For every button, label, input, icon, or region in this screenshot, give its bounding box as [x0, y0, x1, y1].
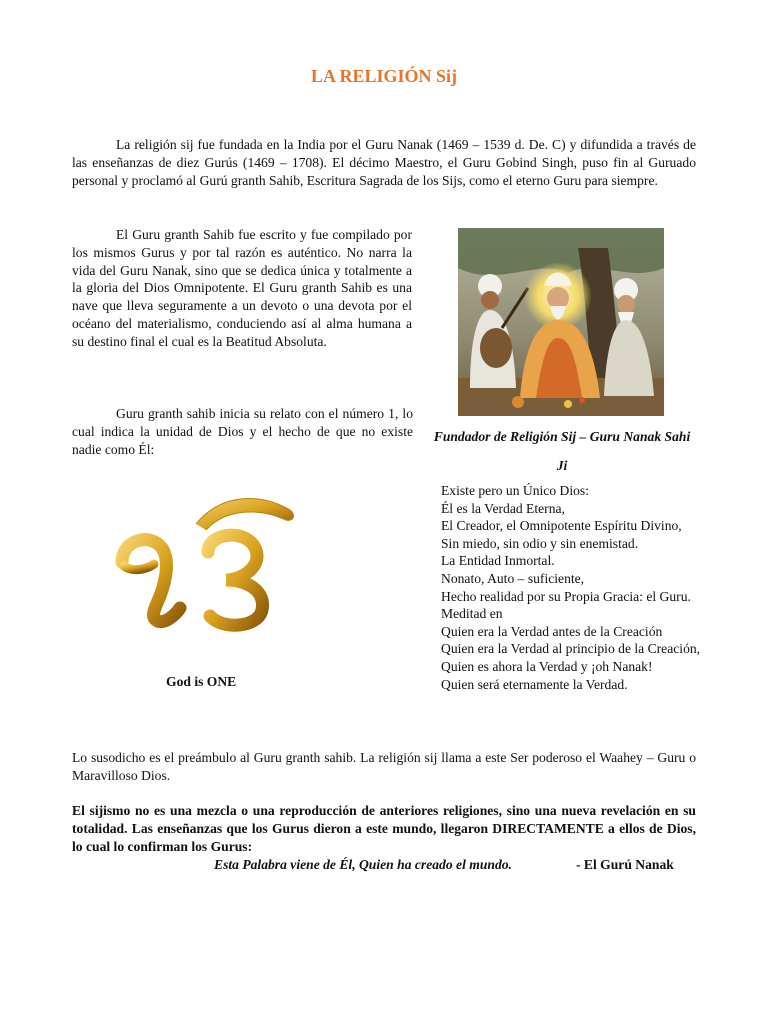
- quote-author: - El Gurú Nanak: [576, 857, 674, 872]
- painting-illustration: [458, 228, 664, 416]
- mantar-line: Él es la Verdad Eterna,: [441, 500, 565, 516]
- preamble-paragraph: Lo susodicho es el preámbulo al Guru granth sahib. La religión sij llama a este Ser poderoso el Waahey – Guru o Maravilloso Dios.: [72, 750, 696, 783]
- mantar-line: Quien era la Verdad antes de la Creación: [441, 623, 663, 639]
- guru-quote: Esta Palabra viene de Él, Quien ha creado el mundo.: [214, 857, 512, 872]
- mantar-line: Nonato, Auto – suficiente,: [441, 570, 585, 586]
- mantar-line: El Creador, el Omnipotente Espíritu Divino,: [441, 518, 682, 534]
- mantar-line: Hecho realidad por su Propia Gracia: el Guru.: [441, 588, 691, 604]
- photo-caption: Fundador de Religión Sij – Guru Nanak Sahi Ji: [433, 429, 691, 473]
- intro-paragraph: La religión sij fue fundada en la India por el Guru Nanak (1469 – 1539 d. De. C) y difundida a través de las enseñanzas de diez Gurús (1469 – 1708). El décimo Maestro, el Guru Gobind Singh, puso fin al Guruado personal y proclamó al Gurú granth Sahib, Escritura Sagrada de los Sijs, como el eterno Guru para siempre.: [72, 137, 696, 188]
- mantar-line: Quien será eternamente la Verdad.: [441, 676, 628, 692]
- mantar-line: Sin miedo, sin odio y sin enemistad.: [441, 535, 639, 551]
- ik-onkar-symbol: [110, 488, 300, 638]
- unity-paragraph: Guru granth sahib inicia su relato con el número 1, lo cual indica la unidad de Dios y el hecho de que no existe nadie como Él:: [72, 406, 413, 457]
- sikhism-revelation-paragraph: El sijismo no es una mezcla o una reproducción de anteriores religiones, sino una nueva revelación en su totalidad. Las enseñanzas que los Gurus dieron a este mundo, llegaron DIRECTAMENTE a ellos de Dios, lo cual lo confirman los Gurus:: [72, 803, 696, 854]
- mantar-line: Meditad en: [441, 606, 503, 622]
- ik-onkar-icon: [110, 488, 300, 638]
- mantar-line: La Entidad Inmortal.: [441, 553, 555, 569]
- page-title: LA RELIGIÓN Sij: [310, 66, 458, 86]
- mool-mantar: [441, 482, 701, 693]
- symbol-label: God is ONE: [166, 674, 237, 689]
- mantar-line: Quien es ahora la Verdad y ¡oh Nanak!: [441, 658, 653, 674]
- granth-sahib-paragraph: El Guru granth Sahib fue escrito y fue compilado por los mismos Gurus y por tal razón es auténtico. No narra la vida del Guru Nanak, sino que se dedica única y totalmente a la gloria del Dios Omnipotente. El Guru granth Sahib es una nave que lleva seguramente a un devoto o una devota por el océano del materialismo, conduciendo así al alma humana a su destino final el cual es la Beatitud Absoluta.: [72, 227, 412, 349]
- mantar-line: Quien era la Verdad al principio de la Creación,: [441, 641, 701, 657]
- mantar-line: Existe pero un Único Dios:: [441, 483, 589, 498]
- guru-nanak-painting: [458, 228, 664, 416]
